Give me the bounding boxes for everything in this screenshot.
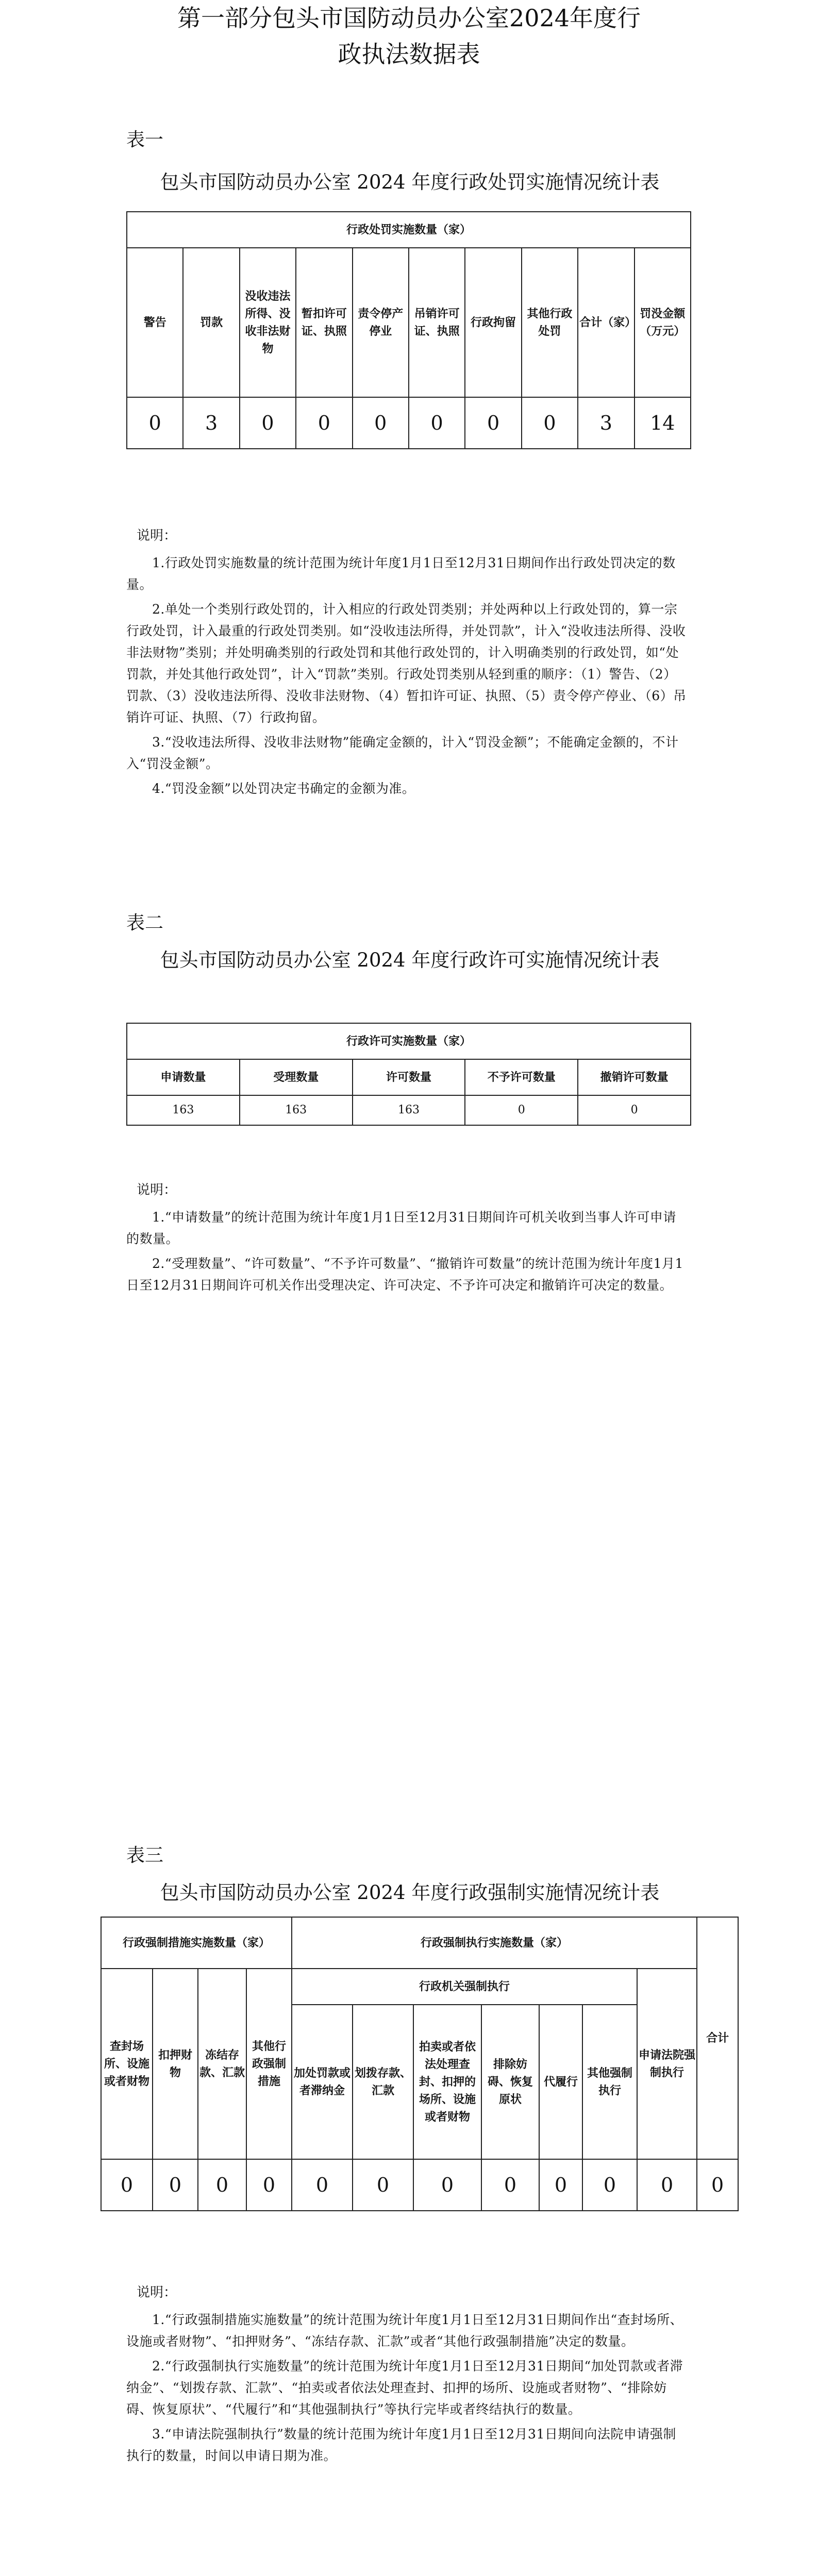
document-title-line1: 第一部分包头市国防动员办公室2024年度行 [177,4,641,32]
table3-exec-header: 其他强制执行 [582,2005,637,2159]
table2-header: 不予许可数量 [465,1059,578,1095]
table1-cell: 0 [409,397,465,449]
table1-cell: 0 [127,397,183,449]
table3-note: 3.“申请法院强制执行”数量的统计范围为统计年度1月1日至12月31日期间向法院申请强制执行的数量，时间以申请日期为准。 [126,2427,676,2463]
table1-header: 合计（家） [578,248,634,397]
table1-title: 包头市国防动员办公室 2024 年度行政处罚实施情况统计表 [160,171,660,193]
table3-title: 包头市国防动员办公室 2024 年度行政强制实施情况统计表 [160,1882,660,1904]
table3-exec-header: 排除妨碍、恢复原状 [481,2005,539,2159]
table2-header: 撤销许可数量 [578,1059,691,1095]
table1-label: 表一 [126,129,164,150]
table3-total-header: 合计 [697,1917,738,2159]
table1-notes [126,526,688,803]
table1-cell: 0 [296,397,352,449]
table3-notes-head: 说明： [137,2285,177,2300]
table1-penalty [126,211,691,449]
table3-cell: 0 [637,2159,697,2211]
table2-label: 表二 [126,912,164,934]
table1-cell: 0 [353,397,409,449]
table2-title: 包头市国防动员办公室 2024 年度行政许可实施情况统计表 [160,949,660,971]
table1-note: 2.单处一个类别行政处罚的，计入相应的行政处罚类别；并处两种以上行政处罚的，算一宗行政处罚，计入最重的行政处罚类别。如“没收违法所得，并处罚款”，计入“没收违法所得、没收非法财物”类别；并处明确类别的行政处罚和其他行政处罚的，计入明确类别的行政处罚，如“处罚款，并处其他行政处罚”，计入“罚款”类别。行政处罚类别从轻到重的顺序：（1）警告、（2）罚款、（3）没收违法所得、没收非法财物、（4）暂扣许可证、执照、（5）责令停产停业、（6）吊销许可证、执照、（7）行政拘留。 [126,602,687,725]
document-title-line2: 政执法数据表 [338,40,480,68]
table1-header: 警告 [127,248,183,397]
table2-notes-head: 说明： [137,1182,177,1198]
table3-notes [126,2282,688,2470]
table3-cell: 0 [539,2159,582,2211]
table3-group-exec: 行政强制执行实施数量（家） [292,1917,697,1969]
table2-header: 申请数量 [127,1059,240,1095]
table3-enforcement [101,1917,739,2211]
table2-note: 1.“申请数量”的统计范围为统计年度1月1日至12月31日期间许可机关收到当事人许可申请的数量。 [126,1210,676,1246]
table3-cell: 0 [246,2159,292,2211]
table1-header: 吊销许可证、执照 [409,248,465,397]
table1-cell: 14 [635,397,691,449]
table1-cell: 0 [240,397,296,449]
table3-cell: 0 [353,2159,413,2211]
table1-cell: 0 [522,397,578,449]
table3-court-header: 申请法院强制执行 [637,1969,697,2159]
table3-note: 2.“行政强制执行实施数量”的统计范围为统计年度1月1日至12月31日期间“加处罚款或者滞纳金”、“划拨存款、汇款”、“拍卖或者依法处理查封、扣押的场所、设施或者财物”、“排除妨碍、恢复原状”、“代履行”和“其他强制执行”等执行完毕或者终结执行的数量。 [126,2359,683,2417]
table1-cell: 3 [183,397,239,449]
table2-header: 受理数量 [240,1059,353,1095]
table1-notes-head: 说明： [137,528,177,544]
table2-group-header: 行政许可实施数量（家） [127,1023,691,1059]
table1-note: 3.“没收违法所得、没收非法财物”能确定金额的，计入“罚没金额”；不能确定金额的，不计入“罚没金额”。 [126,735,679,771]
table3-exec-header: 加处罚款或者滞纳金 [292,2005,353,2159]
table1-note: 4.“罚没金额”以处罚决定书确定的金额为准。 [152,781,415,796]
table2-header: 许可数量 [353,1059,465,1095]
table3-cell: 0 [481,2159,539,2211]
table1-header: 责令停产停业 [353,248,409,397]
table3-measure-header: 冻结存款、汇款 [198,1969,246,2159]
table1-cell: 3 [578,397,634,449]
table3-cell: 0 [292,2159,353,2211]
table1-header: 罚没金额（万元） [635,248,691,397]
table3-note: 1.“行政强制措施实施数量”的统计范围为统计年度1月1日至12月31日期间作出“查封场所、设施或者财物”、“扣押财务”、“冻结存款、汇款”或者“其他行政强制措施”决定的数量。 [126,2312,683,2349]
table1-cell: 0 [465,397,521,449]
table1-header: 行政拘留 [465,248,521,397]
document-title [31,0,787,72]
table1-header: 暂扣许可证、执照 [296,248,352,397]
table2-cell: 163 [353,1095,465,1125]
table3-label: 表三 [126,1845,164,1866]
table2-notes [126,1180,688,1299]
table2-cell: 163 [240,1095,353,1125]
table2-license [126,1023,691,1126]
table3-measure-header: 扣押财物 [153,1969,198,2159]
table3-cell: 0 [582,2159,637,2211]
table3-exec-header: 拍卖或者依法处理查封、扣押的场所、设施或者财物 [413,2005,481,2159]
table3-cell: 0 [697,2159,738,2211]
table3-exec-header: 代履行 [539,2005,582,2159]
table2-cell: 0 [465,1095,578,1125]
table3-cell: 0 [413,2159,481,2211]
table3-exec-header: 划拨存款、汇款 [353,2005,413,2159]
table3-measure-header: 查封场所、设施或者财物 [101,1969,153,2159]
table3-cell: 0 [153,2159,198,2211]
table1-header: 没收违法所得、没收非法财物 [240,248,296,397]
table2-cell: 163 [127,1095,240,1125]
table1-header: 其他行政处罚 [522,248,578,397]
table3-cell: 0 [198,2159,246,2211]
table2-note: 2.“受理数量”、“许可数量”、“不予许可数量”、“撤销许可数量”的统计范围为统计年度1月1日至12月31日期间许可机关作出受理决定、许可决定、不予许可决定和撤销许可决定的数量。 [126,1256,683,1293]
table1-group-header: 行政处罚实施数量（家） [127,212,691,248]
table1-header: 罚款 [183,248,239,397]
table2-cell: 0 [578,1095,691,1125]
table3-subgroup-exec: 行政机关强制执行 [292,1969,637,2005]
table1-note: 1.行政处罚实施数量的统计范围为统计年度1月1日至12月31日期间作出行政处罚决定的数量。 [126,555,676,592]
table3-measure-header: 其他行政强制措施 [246,1969,292,2159]
table3-group-measures: 行政强制措施实施数量（家） [101,1917,292,1969]
table3-cell: 0 [101,2159,153,2211]
